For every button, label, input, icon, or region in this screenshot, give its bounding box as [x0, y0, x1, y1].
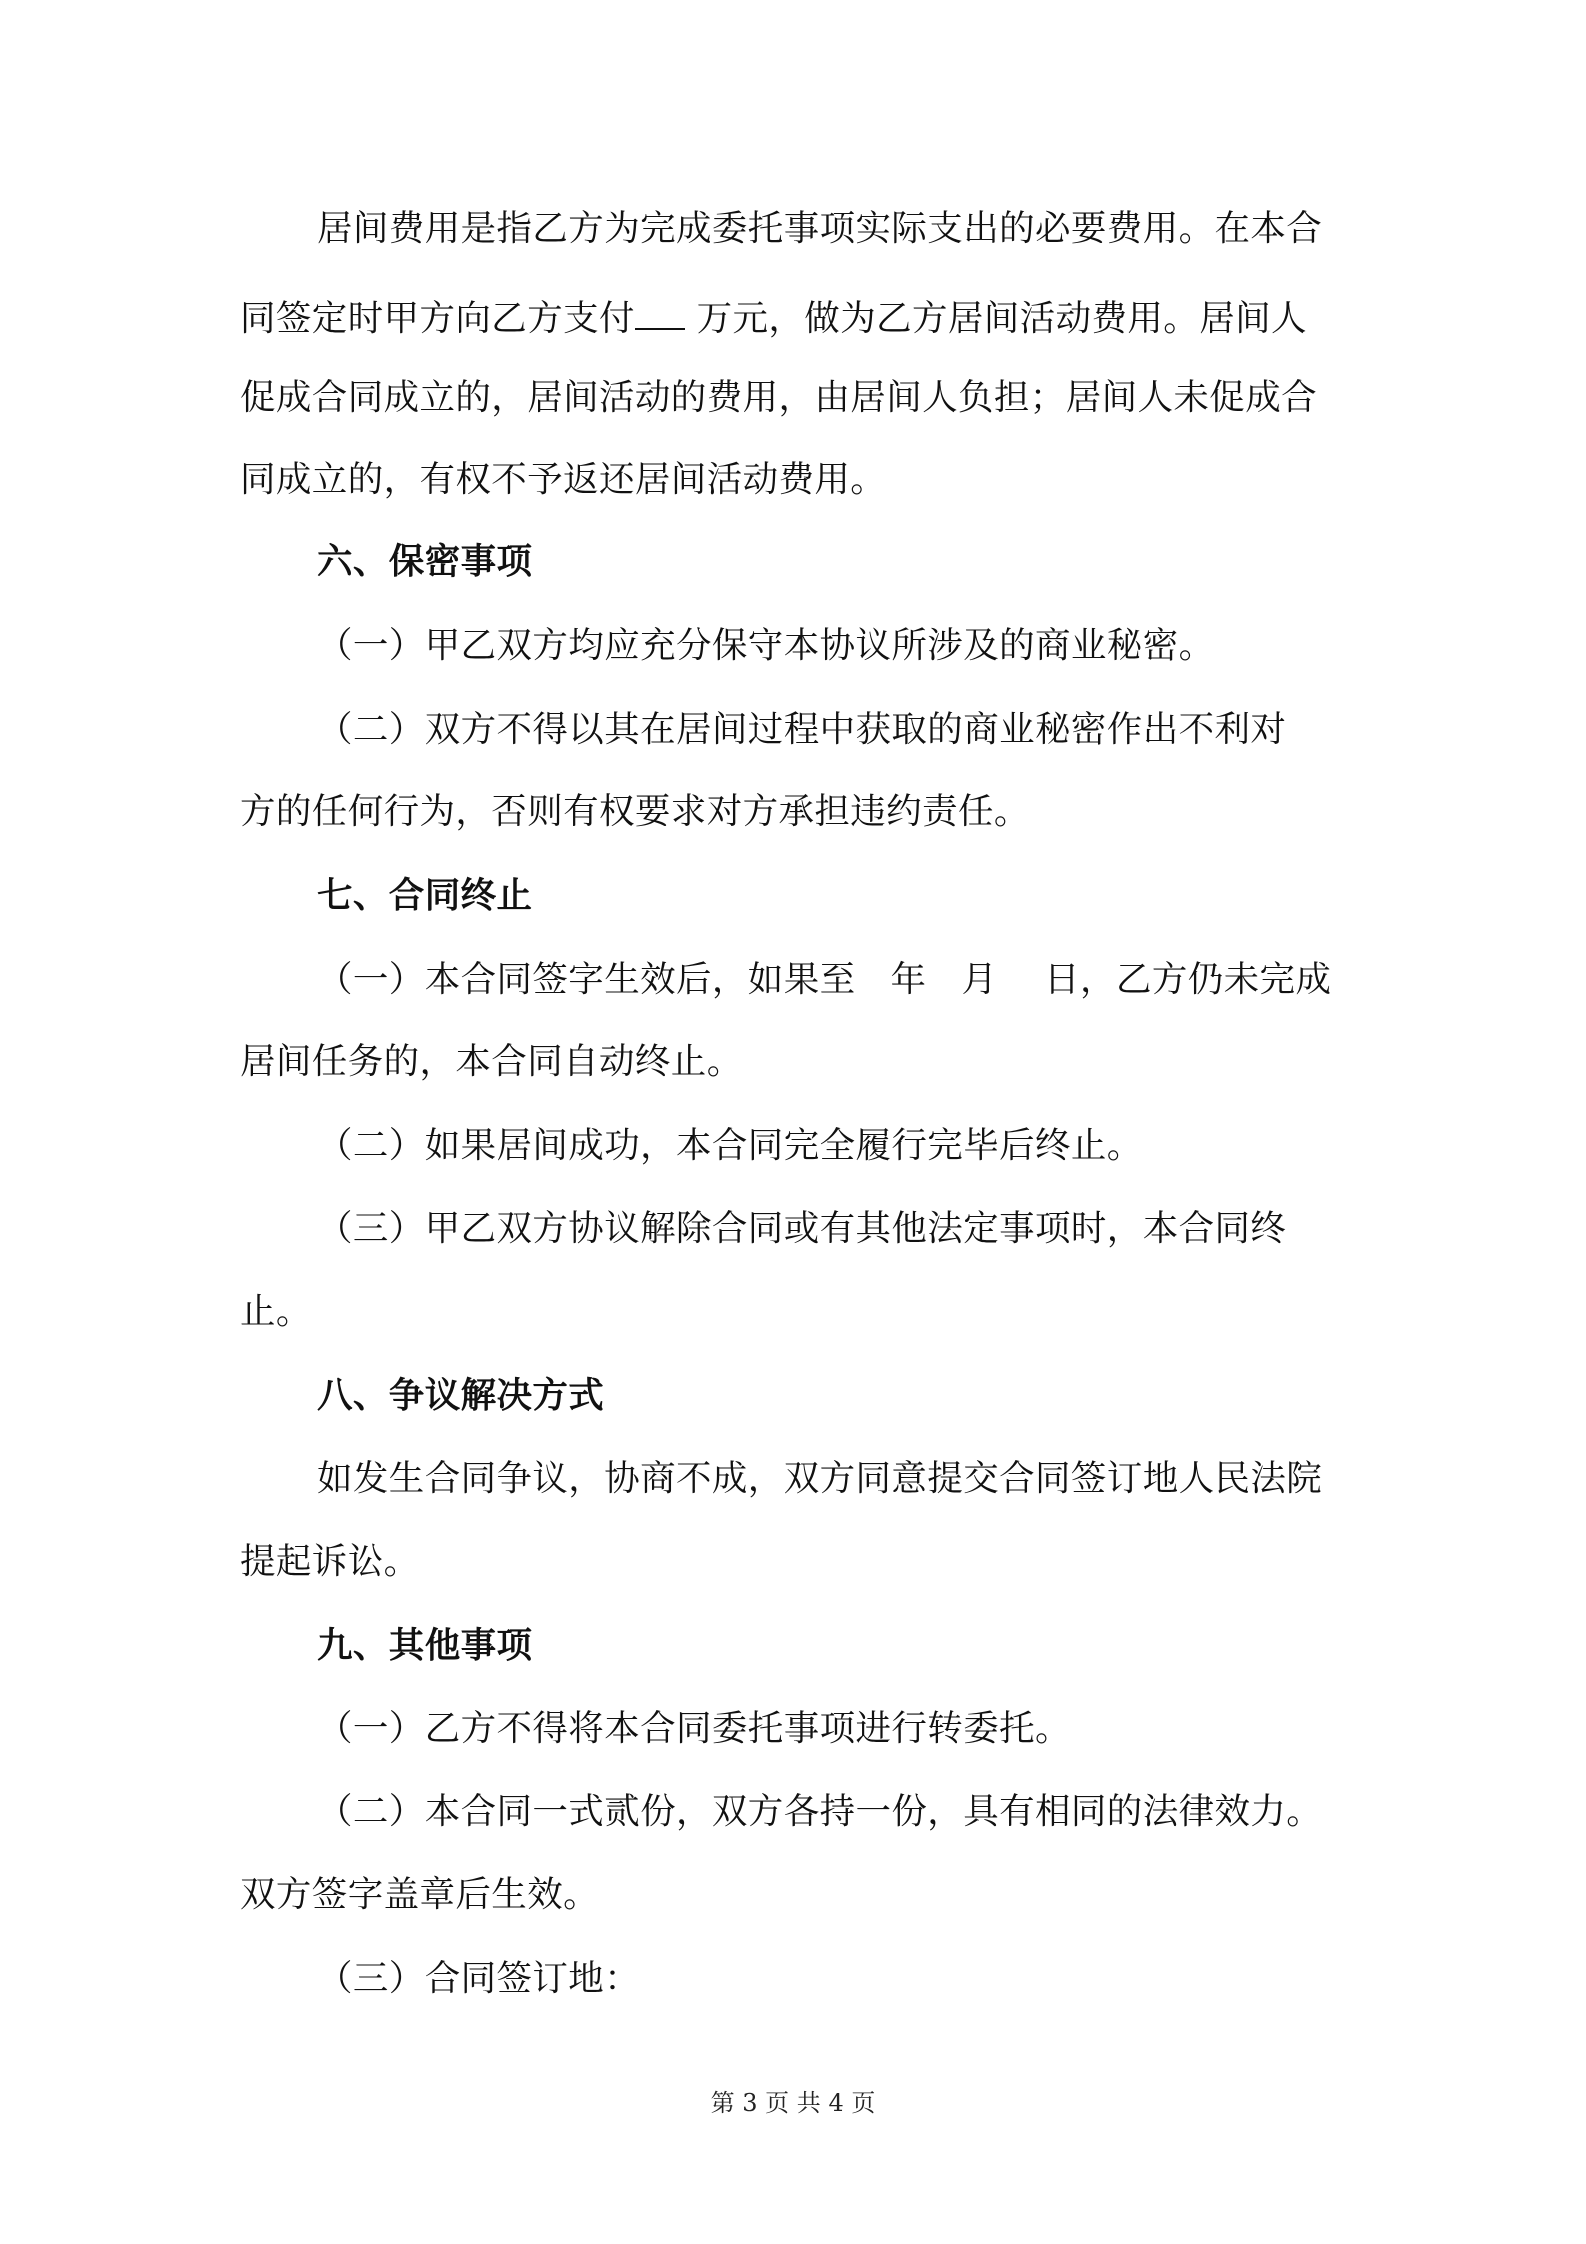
section-heading: 八、争议解决方式	[317, 1375, 605, 1416]
paragraph-line: 居间任务的，本合同自动终止。	[240, 1041, 743, 1082]
paragraph-line: 同成立的，有权不予返还居间活动费用。	[240, 459, 887, 500]
section-heading: 七、合同终止	[317, 875, 533, 916]
paragraph-line: （二）本合同一式贰份，双方各持一份，具有相同的法律效力。	[317, 1791, 1323, 1832]
paragraph-line: （三）合同签订地：	[317, 1958, 641, 1999]
paragraph-line: 方的任何行为，否则有权要求对方承担违约责任。	[240, 791, 1030, 832]
paragraph-line: （一）本合同签字生效后，如果至 年 月 日，乙方仍未完成	[317, 959, 1332, 1000]
section-heading: 九、其他事项	[317, 1625, 533, 1666]
paragraph-line: （三）甲乙双方协议解除合同或有其他法定事项时，本合同终	[317, 1208, 1287, 1249]
paragraph-line: 居间费用是指乙方为完成委托事项实际支出的必要费用。在本合	[317, 208, 1323, 249]
paragraph-line: 提起诉讼。	[240, 1541, 420, 1582]
paragraph-line: （一）甲乙双方均应充分保守本协议所涉及的商业秘密。	[317, 625, 1215, 666]
paragraph-line: 双方签字盖章后生效。	[240, 1874, 600, 1915]
paragraph-line: 如发生合同争议，协商不成，双方同意提交合同签订地人民法院	[317, 1458, 1323, 1499]
paragraph-text: 同签定时甲方向乙方支付	[240, 298, 635, 339]
section-heading: 六、保密事项	[317, 541, 533, 582]
amount-blank	[635, 296, 685, 330]
page-number: 第 3 页 共 4 页	[710, 2089, 876, 2117]
paragraph-line: （二）如果居间成功，本合同完全履行完毕后终止。	[317, 1125, 1143, 1166]
paragraph-text: 万元，做为乙方居间活动费用。居间人	[684, 298, 1307, 339]
paragraph-line: （二）双方不得以其在居间过程中获取的商业秘密作出不利对	[317, 709, 1287, 750]
paragraph-line: 促成合同成立的，居间活动的费用，由居间人负担；居间人未促成合	[240, 377, 1318, 418]
paragraph-line: 止。	[240, 1291, 312, 1332]
paragraph-line	[240, 294, 1307, 344]
paragraph-line: （一）乙方不得将本合同委托事项进行转委托。	[317, 1708, 1071, 1749]
